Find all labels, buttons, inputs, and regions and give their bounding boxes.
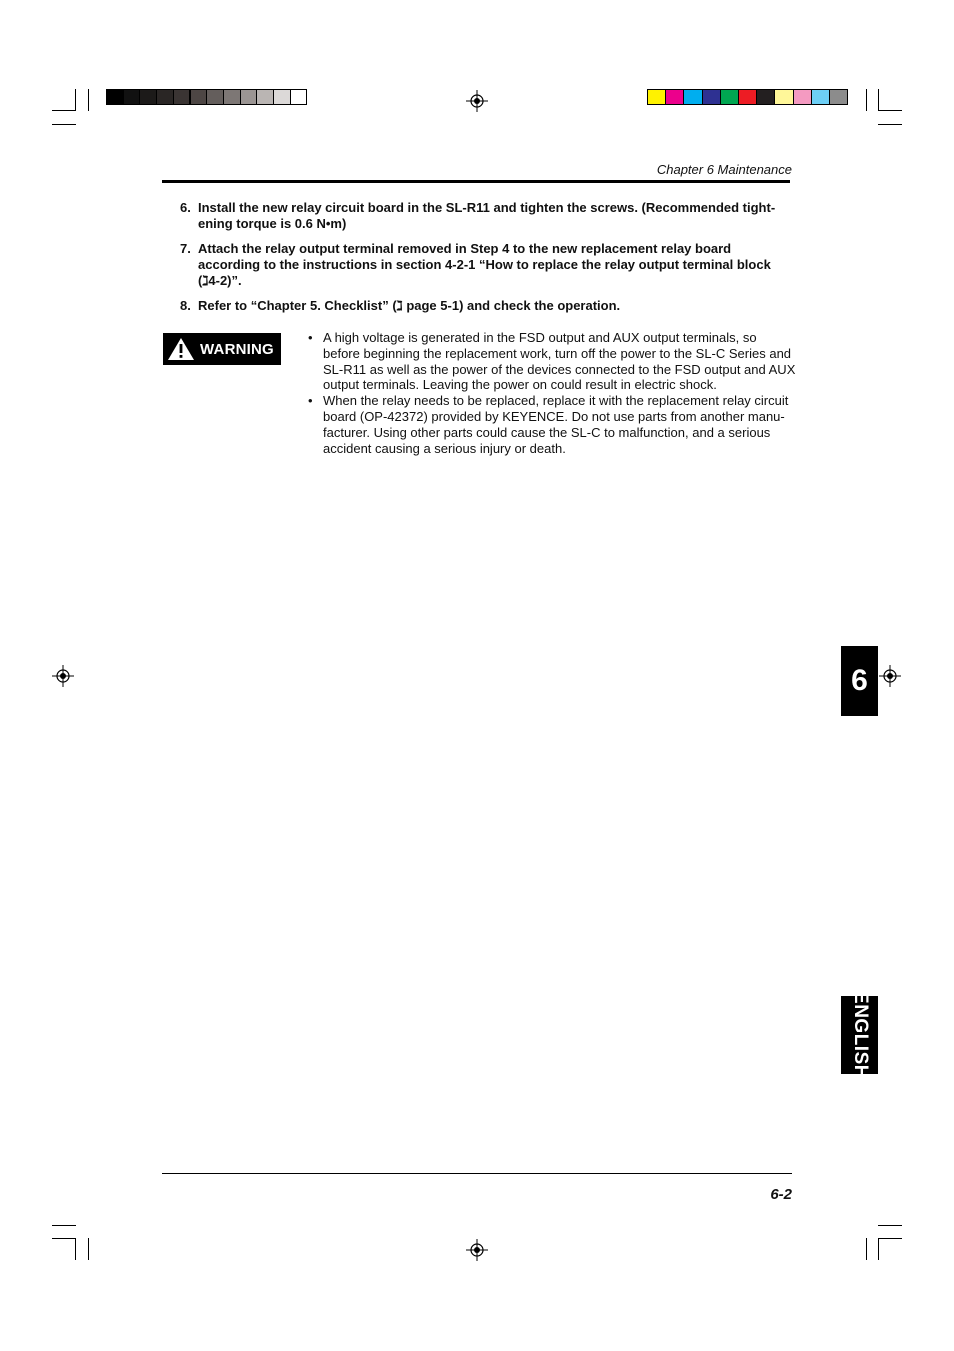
step-item — [180, 241, 792, 289]
step-number: 8. — [180, 298, 191, 313]
color-swatch — [702, 89, 721, 105]
step-text: Refer to “Chapter 5. Checklist” (ℷ page 5-1) and check the operation. — [198, 298, 621, 313]
color-swatch — [774, 89, 793, 105]
registration-mark-icon — [466, 90, 488, 112]
step-number: 6. — [180, 200, 191, 215]
page-number: 6-2 — [770, 1186, 792, 1203]
color-swatch — [683, 89, 702, 105]
step-text: Attach the relay output terminal removed in Step 4 to the new replacement relay board according to the instructions in section 4-2-1 “How to replace the relay output terminal block (ℷ4-2)”. — [198, 241, 771, 288]
color-swatch — [665, 89, 684, 105]
warning-text: A high voltage is generated in the FSD output and AUX output terminals, so before beginning the replacement work, turn off the power to the SL-C Series and SL-R11 as well as the power of the devices connected to the FSD output and AUX output terminals. Leaving the power on could result in electric shock. — [323, 330, 796, 393]
header-rule — [162, 180, 790, 183]
color-swatch — [829, 89, 848, 105]
color-swatch — [738, 89, 757, 105]
color-swatch — [290, 89, 308, 105]
color-swatch — [190, 89, 208, 105]
warning-item — [308, 393, 796, 456]
bullet: • — [308, 330, 313, 345]
color-swatch — [123, 89, 141, 105]
step-item — [180, 298, 792, 314]
step-text: Install the new relay circuit board in the SL-R11 and tighten the screws. (Recommended tight-ening torque is 0.6 N•m) — [198, 200, 776, 231]
language-thumb-tab — [841, 991, 878, 1079]
color-swatch — [256, 89, 274, 105]
warning-text: When the relay needs to be replaced, replace it with the replacement relay circuit board (OP-42372) provided by KEYENCE. Do not use parts from another manu-facturer. Using other parts could cause the SL-C to malfunction, and a serious accident causing a serious injury or death. — [323, 393, 789, 456]
color-swatch — [811, 89, 830, 105]
warning-triangle-icon — [167, 337, 195, 361]
color-swatch — [240, 89, 258, 105]
registration-mark-icon — [466, 1239, 488, 1261]
language-label: ENGLISH — [849, 991, 871, 1079]
color-swatch — [223, 89, 241, 105]
procedure-steps — [180, 200, 792, 323]
color-swatch — [273, 89, 291, 105]
step-number: 7. — [180, 241, 191, 256]
color-swatch — [720, 89, 739, 105]
chapter-label: Chapter 6 Maintenance — [656, 162, 792, 177]
registration-mark-icon — [52, 665, 74, 687]
color-swatch — [647, 89, 666, 105]
step-item — [180, 200, 792, 232]
warning-item — [308, 330, 796, 393]
chapter-thumb-tab — [841, 646, 878, 716]
color-swatch — [793, 89, 812, 105]
warning-badge — [163, 333, 281, 365]
footer-rule — [162, 1173, 792, 1174]
color-swatch — [206, 89, 224, 105]
chapter-number: 6 — [851, 664, 868, 697]
color-swatch — [139, 89, 157, 105]
warning-list — [308, 330, 796, 456]
color-swatch — [173, 89, 191, 105]
color-swatch — [106, 89, 124, 105]
warning-label: WARNING — [200, 340, 274, 358]
bullet: • — [308, 393, 313, 409]
registration-mark-icon — [879, 665, 901, 687]
color-swatch — [156, 89, 174, 105]
color-swatch — [756, 89, 775, 105]
